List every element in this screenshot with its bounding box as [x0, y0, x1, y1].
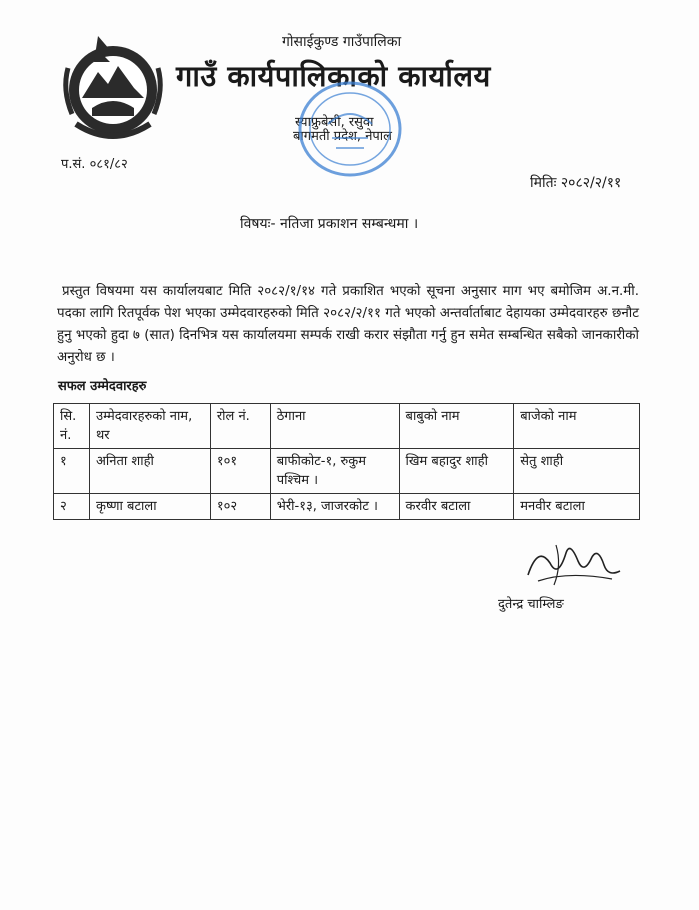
cell-roll-no: १०२: [210, 494, 270, 520]
col-candidate-name: उम्मेदवारहरुको नाम, थर: [89, 404, 210, 449]
col-address: ठेगाना: [270, 404, 399, 449]
signature-icon: [508, 535, 628, 600]
col-grandfather-name: बाजेको नाम: [514, 404, 640, 449]
table-row: [54, 449, 640, 494]
reference-number: प.सं. ०८१/८२: [61, 157, 128, 172]
cell-grandfather-name: सेतु शाही: [514, 449, 640, 494]
office-province: बागमती प्रदेश, नेपाल: [293, 129, 392, 144]
cell-candidate-name: कृष्णा बटाला: [89, 494, 210, 520]
col-serial: सि. नं.: [54, 404, 90, 449]
municipality-name: गोसाईकुण्ड गाउँपालिका: [282, 34, 402, 50]
nepal-emblem-icon: [58, 28, 168, 148]
cell-serial: १: [54, 449, 90, 494]
candidates-table: [53, 403, 640, 520]
letter-date: मितिः २०८२/२/११: [530, 175, 622, 191]
col-roll-no: रोल नं.: [210, 404, 270, 449]
office-stamp-icon: [292, 74, 408, 184]
office-place: स्याफ्रुबेसी, रसुवा: [295, 115, 374, 130]
office-title: गाउँ कार्यपालिकाको कार्यालय: [176, 59, 491, 93]
cell-candidate-name: अनिता शाही: [89, 449, 210, 494]
cell-serial: २: [54, 494, 90, 520]
cell-father-name: खिम बहादुर शाही: [399, 449, 514, 494]
table-header-row: [54, 404, 640, 449]
successful-candidates-heading: सफल उम्मेदवारहरु: [58, 379, 147, 394]
letter-subject: विषयः- नतिजा प्रकाशन सम्बन्धमा ।: [240, 216, 419, 232]
letter-body: प्रस्तुत विषयमा यस कार्यालयबाट मिति २०८२/१/१४ गते प्रकाशित भएको सूचना अनुसार माग भए बमोजिम अ.न.मी. पदका लागि रितपूर्वक पेश भएका उम्मेदवारहरुको मिति २०८२/२/११ गते भएको अन्तर्वार्ताबाट देहायका उम्मेदवारहरु छनौट हुनु भएको हुदा ७ (सात) दिनभित्र यस कार्यालयमा सम्पर्क राखी करार संझौता गर्नु हुन समेत सम्बन्धित सबैको जानकारीको अनुरोध छ ।: [57, 284, 639, 366]
cell-father-name: करवीर बटाला: [399, 494, 514, 520]
cell-address: भेरी-१३, जाजरकोट ।: [270, 494, 399, 520]
cell-grandfather-name: मनवीर बटाला: [514, 494, 640, 520]
cell-roll-no: १०१: [210, 449, 270, 494]
cell-address: बाफीकोट-१, रुकुम पश्चिम ।: [270, 449, 399, 494]
col-father-name: बाबुको नाम: [399, 404, 514, 449]
table-row: [54, 494, 640, 520]
signatory-name: दुतेन्द्र चाम्लिङ: [498, 597, 564, 612]
